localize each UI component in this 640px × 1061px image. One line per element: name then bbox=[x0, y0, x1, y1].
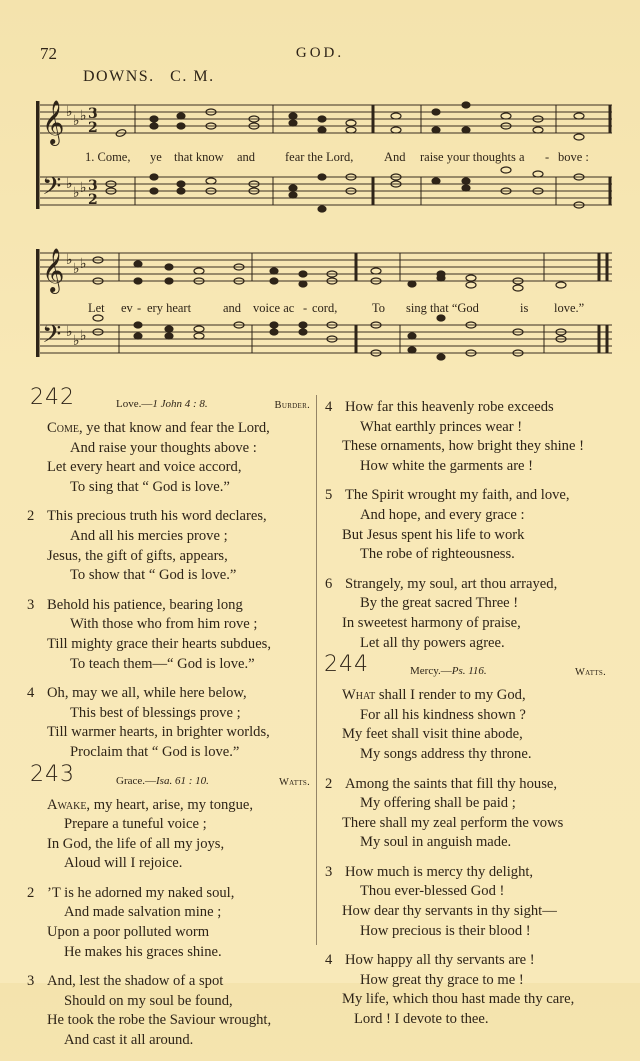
lyrics-line-2 bbox=[36, 301, 613, 317]
hymn-author: Watts. bbox=[574, 667, 606, 679]
music-system-2 bbox=[36, 243, 613, 368]
lyric-syllable: and bbox=[223, 301, 242, 315]
verse-line: And raise your thoughts above : bbox=[70, 439, 257, 456]
lyric-syllable: To bbox=[372, 301, 386, 315]
stanza-3: 3 How much is mercy thy delight, Thou ever-blessed God ! How dear thy servants in thy sight— How precious is their blood ! bbox=[325, 863, 557, 939]
stanza-5: 5 The Spirit wrought my faith, and love, And hope, and every grace : But Jesus spent his life to work The robe of righteousness. bbox=[325, 487, 570, 563]
treble-clef-icon: 𝄞 bbox=[42, 100, 65, 144]
hymn-number: 244 bbox=[324, 652, 369, 678]
svg-text:♭: ♭ bbox=[73, 113, 80, 129]
svg-text:♭: ♭ bbox=[73, 333, 80, 349]
stanza-2: 2 ’T is he adorned my naked soul, And made salvation mine ; Upon a poor polluted worm He makes his graces shine. bbox=[27, 884, 235, 960]
hymn-topic: Mercy.—Ps. 116. bbox=[410, 665, 487, 678]
tune-meter: C. M. bbox=[170, 68, 215, 85]
page-number: 72 bbox=[40, 44, 57, 63]
lyric-syllable: cord, bbox=[312, 301, 338, 315]
hymn-number: 243 bbox=[30, 761, 75, 787]
stanza-4: 4 Oh, may we all, while here below, This best of blessings prove ; Till warmer hearts, in brighter worlds, Proclaim that “ God is love.” bbox=[27, 685, 270, 760]
svg-text:♭: ♭ bbox=[66, 324, 73, 340]
lyric-syllable: is bbox=[520, 301, 529, 315]
stanza-3: 3 And, lest the shadow of a spot Should on my soul be found, He took the robe the Saviour wrought, And cast it all around. bbox=[27, 973, 272, 1049]
lyric-syllable: ev bbox=[121, 301, 133, 315]
music-system-1 bbox=[36, 95, 613, 220]
svg-text:♭: ♭ bbox=[80, 328, 87, 344]
verse-line: Come, ye that know and fear the Lord, bbox=[47, 420, 270, 436]
hymn-header bbox=[24, 761, 314, 795]
tune-title bbox=[83, 68, 225, 86]
verse-line: To sing that “ God is love.” bbox=[70, 478, 230, 495]
running-head bbox=[0, 44, 640, 64]
svg-text:2: 2 bbox=[88, 192, 98, 208]
lyric-syllable: 1. Come, bbox=[85, 150, 131, 164]
lyric-syllable: ery heart bbox=[147, 301, 192, 315]
svg-text:3: 3 bbox=[88, 106, 98, 122]
svg-text:♭: ♭ bbox=[73, 185, 80, 201]
lyrics-line-1 bbox=[36, 150, 613, 166]
svg-text:♭: ♭ bbox=[66, 104, 73, 120]
lyric-syllable: Let bbox=[88, 301, 105, 315]
hymn-author: Burder. bbox=[274, 400, 310, 411]
stanza-3: 3 Behold his patience, bearing long With those who from him rove ; Till mighty grace their hearts subdues, To teach them—“ God is love.” bbox=[27, 596, 272, 672]
hymn-244 bbox=[322, 652, 622, 1030]
hymn-header bbox=[322, 652, 622, 685]
stanza-4: 4 How far this heavenly robe exceeds What earthly princes wear ! These ornaments, how bright they shine ! How white the garments are ! bbox=[325, 399, 584, 474]
lyric-syllable: voice ac bbox=[253, 301, 295, 315]
lyric-syllable: fear the Lord, bbox=[285, 150, 354, 164]
left-column bbox=[24, 385, 314, 1061]
svg-text:♭: ♭ bbox=[80, 256, 87, 272]
svg-text:♭: ♭ bbox=[66, 252, 73, 268]
svg-text:♭: ♭ bbox=[80, 180, 87, 196]
hymn-number: 242 bbox=[30, 385, 75, 410]
stanza-1 bbox=[24, 419, 314, 497]
svg-text:♭: ♭ bbox=[73, 261, 80, 277]
tune-name: DOWNS. bbox=[83, 68, 155, 85]
svg-text:♭: ♭ bbox=[80, 108, 87, 124]
column-divider bbox=[316, 395, 317, 945]
hymn-header bbox=[24, 385, 314, 418]
lyric-syllable: raise your thoughts a bbox=[420, 150, 525, 164]
lyric-syllable: - bbox=[303, 301, 308, 315]
page-title: GOD. bbox=[295, 45, 345, 61]
lyric-syllable: - bbox=[545, 150, 550, 164]
lyric-syllable: and bbox=[237, 150, 256, 164]
bass-clef-icon: 𝄢 bbox=[42, 172, 62, 207]
svg-text:3: 3 bbox=[88, 178, 98, 194]
svg-text:♭: ♭ bbox=[66, 176, 73, 192]
treble-clef-icon: 𝄞 bbox=[42, 248, 65, 292]
hymn-topic: Love.—1 John 4 : 8. bbox=[116, 398, 208, 410]
lyric-syllable: bove : bbox=[558, 150, 589, 164]
stanza-1: Awake, my heart, arise, my tongue, Prepare a tuneful voice ; In God, the life of all my joys, Aloud will I rejoice. bbox=[47, 796, 254, 872]
lyric-syllable: - bbox=[137, 301, 142, 315]
hymn-242 bbox=[24, 385, 314, 763]
stanza-1: What shall I render to my God, For all his kindness shown ? My feet shall visit thine abode, My songs address thy throne. bbox=[342, 687, 532, 762]
hymn-author: Watts. bbox=[278, 776, 310, 788]
stanza-2: 2 Among the saints that fill thy house, My offering shall be paid ; There shall my zeal perform the vows My soul in anguish made. bbox=[325, 775, 564, 851]
lyric-syllable: And bbox=[384, 150, 406, 164]
verse-line: Let every heart and voice accord, bbox=[47, 459, 242, 476]
lyric-syllable: sing that “God bbox=[406, 301, 479, 315]
hymn-243 bbox=[24, 761, 314, 1051]
lyric-syllable: ye bbox=[150, 150, 162, 164]
lyric-syllable: love.” bbox=[554, 301, 585, 315]
hymn-243-continued bbox=[322, 398, 622, 653]
lyric-syllable: that know bbox=[174, 150, 224, 164]
stanza-4: 4 How happy all thy servants are ! How great thy grace to me ! My life, which thou hast made thy care, Lord ! I devote to thee. bbox=[325, 952, 575, 1028]
stanza-2: 2 This precious truth his word declares, And all his mercies prove ; Jesus, the gift of gifts, appears, To show that “ God is love.” bbox=[27, 508, 267, 584]
bass-clef-icon: 𝄢 bbox=[42, 320, 62, 355]
hymn-topic: Grace.—Isa. 61 : 10. bbox=[116, 774, 209, 787]
stanza-6: 6 Strangely, my soul, art thou arrayed, By the great sacred Three ! In sweetest harmony of praise, Let all thy powers agree. bbox=[325, 575, 558, 651]
svg-text:2: 2 bbox=[88, 120, 98, 136]
right-column bbox=[322, 398, 622, 1040]
